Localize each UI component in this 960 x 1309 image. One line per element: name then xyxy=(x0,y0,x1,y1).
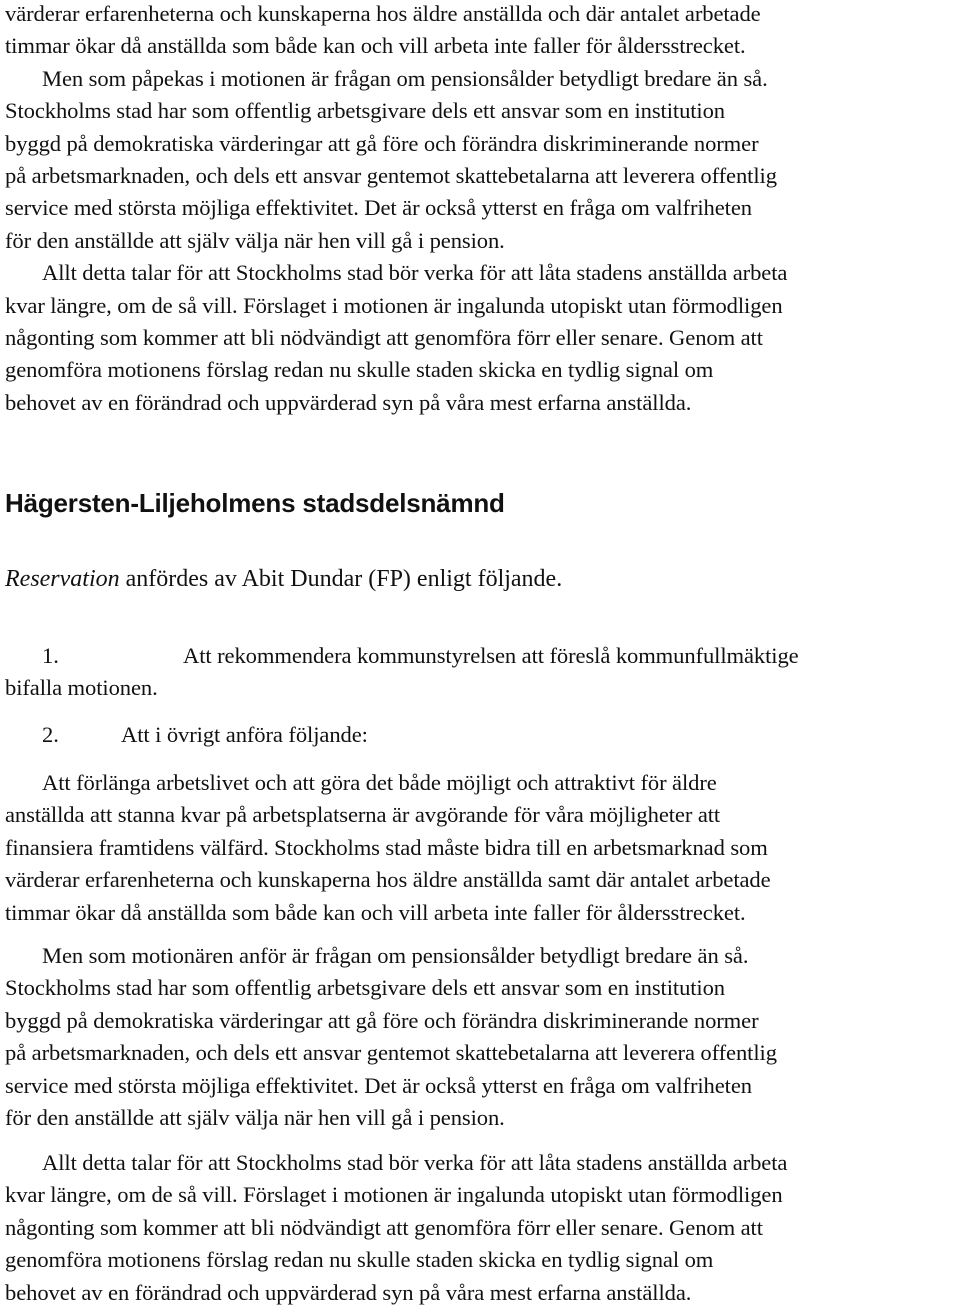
text-line: timmar ökar då anställda som både kan och vill arbeta inte faller för åldersstrecket. xyxy=(5,899,746,925)
paragraph-1 xyxy=(5,767,771,929)
item-text: Att i övrigt anföra följande: xyxy=(121,722,368,747)
text-line: Stockholms stad har som offentlig arbetsgivare dels ett ansvar som en institution xyxy=(5,98,726,124)
text-line: finansiera framtidens välfärd. Stockholms stad måste bidra till en arbetsmarknad som xyxy=(5,834,768,860)
numbered-item-1 xyxy=(5,640,799,705)
item-number: 2. xyxy=(42,722,59,747)
reservation-line xyxy=(5,562,562,596)
text-line: Att förlänga arbetslivet och att göra det både möjligt och attraktivt för äldre xyxy=(42,770,717,795)
text-line: byggd på demokratiska värderingar att gå före och förändra diskriminerande normer xyxy=(5,1007,759,1033)
text-line: genomföra motionens förslag redan nu skulle staden skicka en tydlig signal om xyxy=(5,1247,714,1273)
text-line: kvar längre, om de så vill. Förslaget i motionen är ingalunda utopiskt utan förmodligen xyxy=(5,1182,783,1208)
text-line: någonting som kommer att bli nödvändigt att genomföra förr eller senare. Genom att xyxy=(5,325,763,351)
text-line: på arbetsmarknaden, och dels ett ansvar gentemot skattebetalarna att leverera offentlig xyxy=(5,1040,777,1066)
text-line: service med största möjliga effektivitet. Det är också ytterst en fråga om valfriheten xyxy=(5,195,752,221)
text-line: för den anställde att själv välja när hen vill gå i pension. xyxy=(5,1105,505,1131)
item-text: Att rekommendera kommunstyrelsen att föreslå kommunfullmäktige xyxy=(183,643,799,668)
text-line: behovet av en förändrad och uppvärderad syn på våra mest erfarna anställda. xyxy=(5,1279,692,1305)
text-line: någonting som kommer att bli nödvändigt att genomföra förr eller senare. Genom att xyxy=(5,1214,763,1240)
text-line: Men som motionären anför är frågan om pensionsålder betydligt bredare än så. xyxy=(42,943,749,968)
text-line: värderar erfarenheterna och kunskaperna hos äldre anställda och där antalet arbetade xyxy=(5,1,761,26)
text-line: värderar erfarenheterna och kunskaperna hos äldre anställda samt där antalet arbetade xyxy=(5,867,771,893)
item-text-continued: bifalla motionen. xyxy=(5,675,158,701)
text-line: timmar ökar då anställda som både kan och vill arbeta inte faller för åldersstrecket. xyxy=(5,33,746,59)
text-line: på arbetsmarknaden, och dels ett ansvar gentemot skattebetalarna att leverera offentlig xyxy=(5,163,777,189)
reservation-label: Reservation xyxy=(5,566,120,592)
text-line: behovet av en förändrad och uppvärderad syn på våra mest erfarna anställda. xyxy=(5,389,692,415)
item-number: 1. xyxy=(42,643,59,668)
text-line: Stockholms stad har som offentlig arbetsgivare dels ett ansvar som en institution xyxy=(5,975,726,1001)
numbered-item-2 xyxy=(5,719,368,751)
text-line: genomföra motionens förslag redan nu skulle staden skicka en tydlig signal om xyxy=(5,357,714,383)
reservation-text: anfördes av Abit Dundar (FP) enligt följande. xyxy=(125,566,563,592)
text-line: Men som påpekas i motionen är frågan om pensionsålder betydligt bredare än så. xyxy=(42,65,768,91)
text-line: Allt detta talar för att Stockholms stad bör verka för att låta stadens anställda arbeta xyxy=(42,260,788,286)
text-line: service med största möjliga effektivitet. Det är också ytterst en fråga om valfriheten xyxy=(5,1072,752,1098)
text-line: för den anställde att själv välja när hen vill gå i pension. xyxy=(5,227,505,253)
text-line: Allt detta talar för att Stockholms stad bör verka för att låta stadens anställda arbeta xyxy=(42,1150,788,1175)
top-text-block xyxy=(5,0,787,419)
section-heading: Hägersten-Liljeholmens stadsdelsnämnd xyxy=(5,488,505,518)
text-line: kvar längre, om de så vill. Förslaget i motionen är ingalunda utopiskt utan förmodligen xyxy=(5,292,783,318)
text-line: anställda att stanna kvar på arbetsplatserna är avgörande för våra möjligheter att xyxy=(5,802,721,828)
paragraph-2 xyxy=(5,940,777,1134)
text-line: byggd på demokratiska värderingar att gå före och förändra diskriminerande normer xyxy=(5,130,759,156)
paragraph-3 xyxy=(5,1147,787,1309)
